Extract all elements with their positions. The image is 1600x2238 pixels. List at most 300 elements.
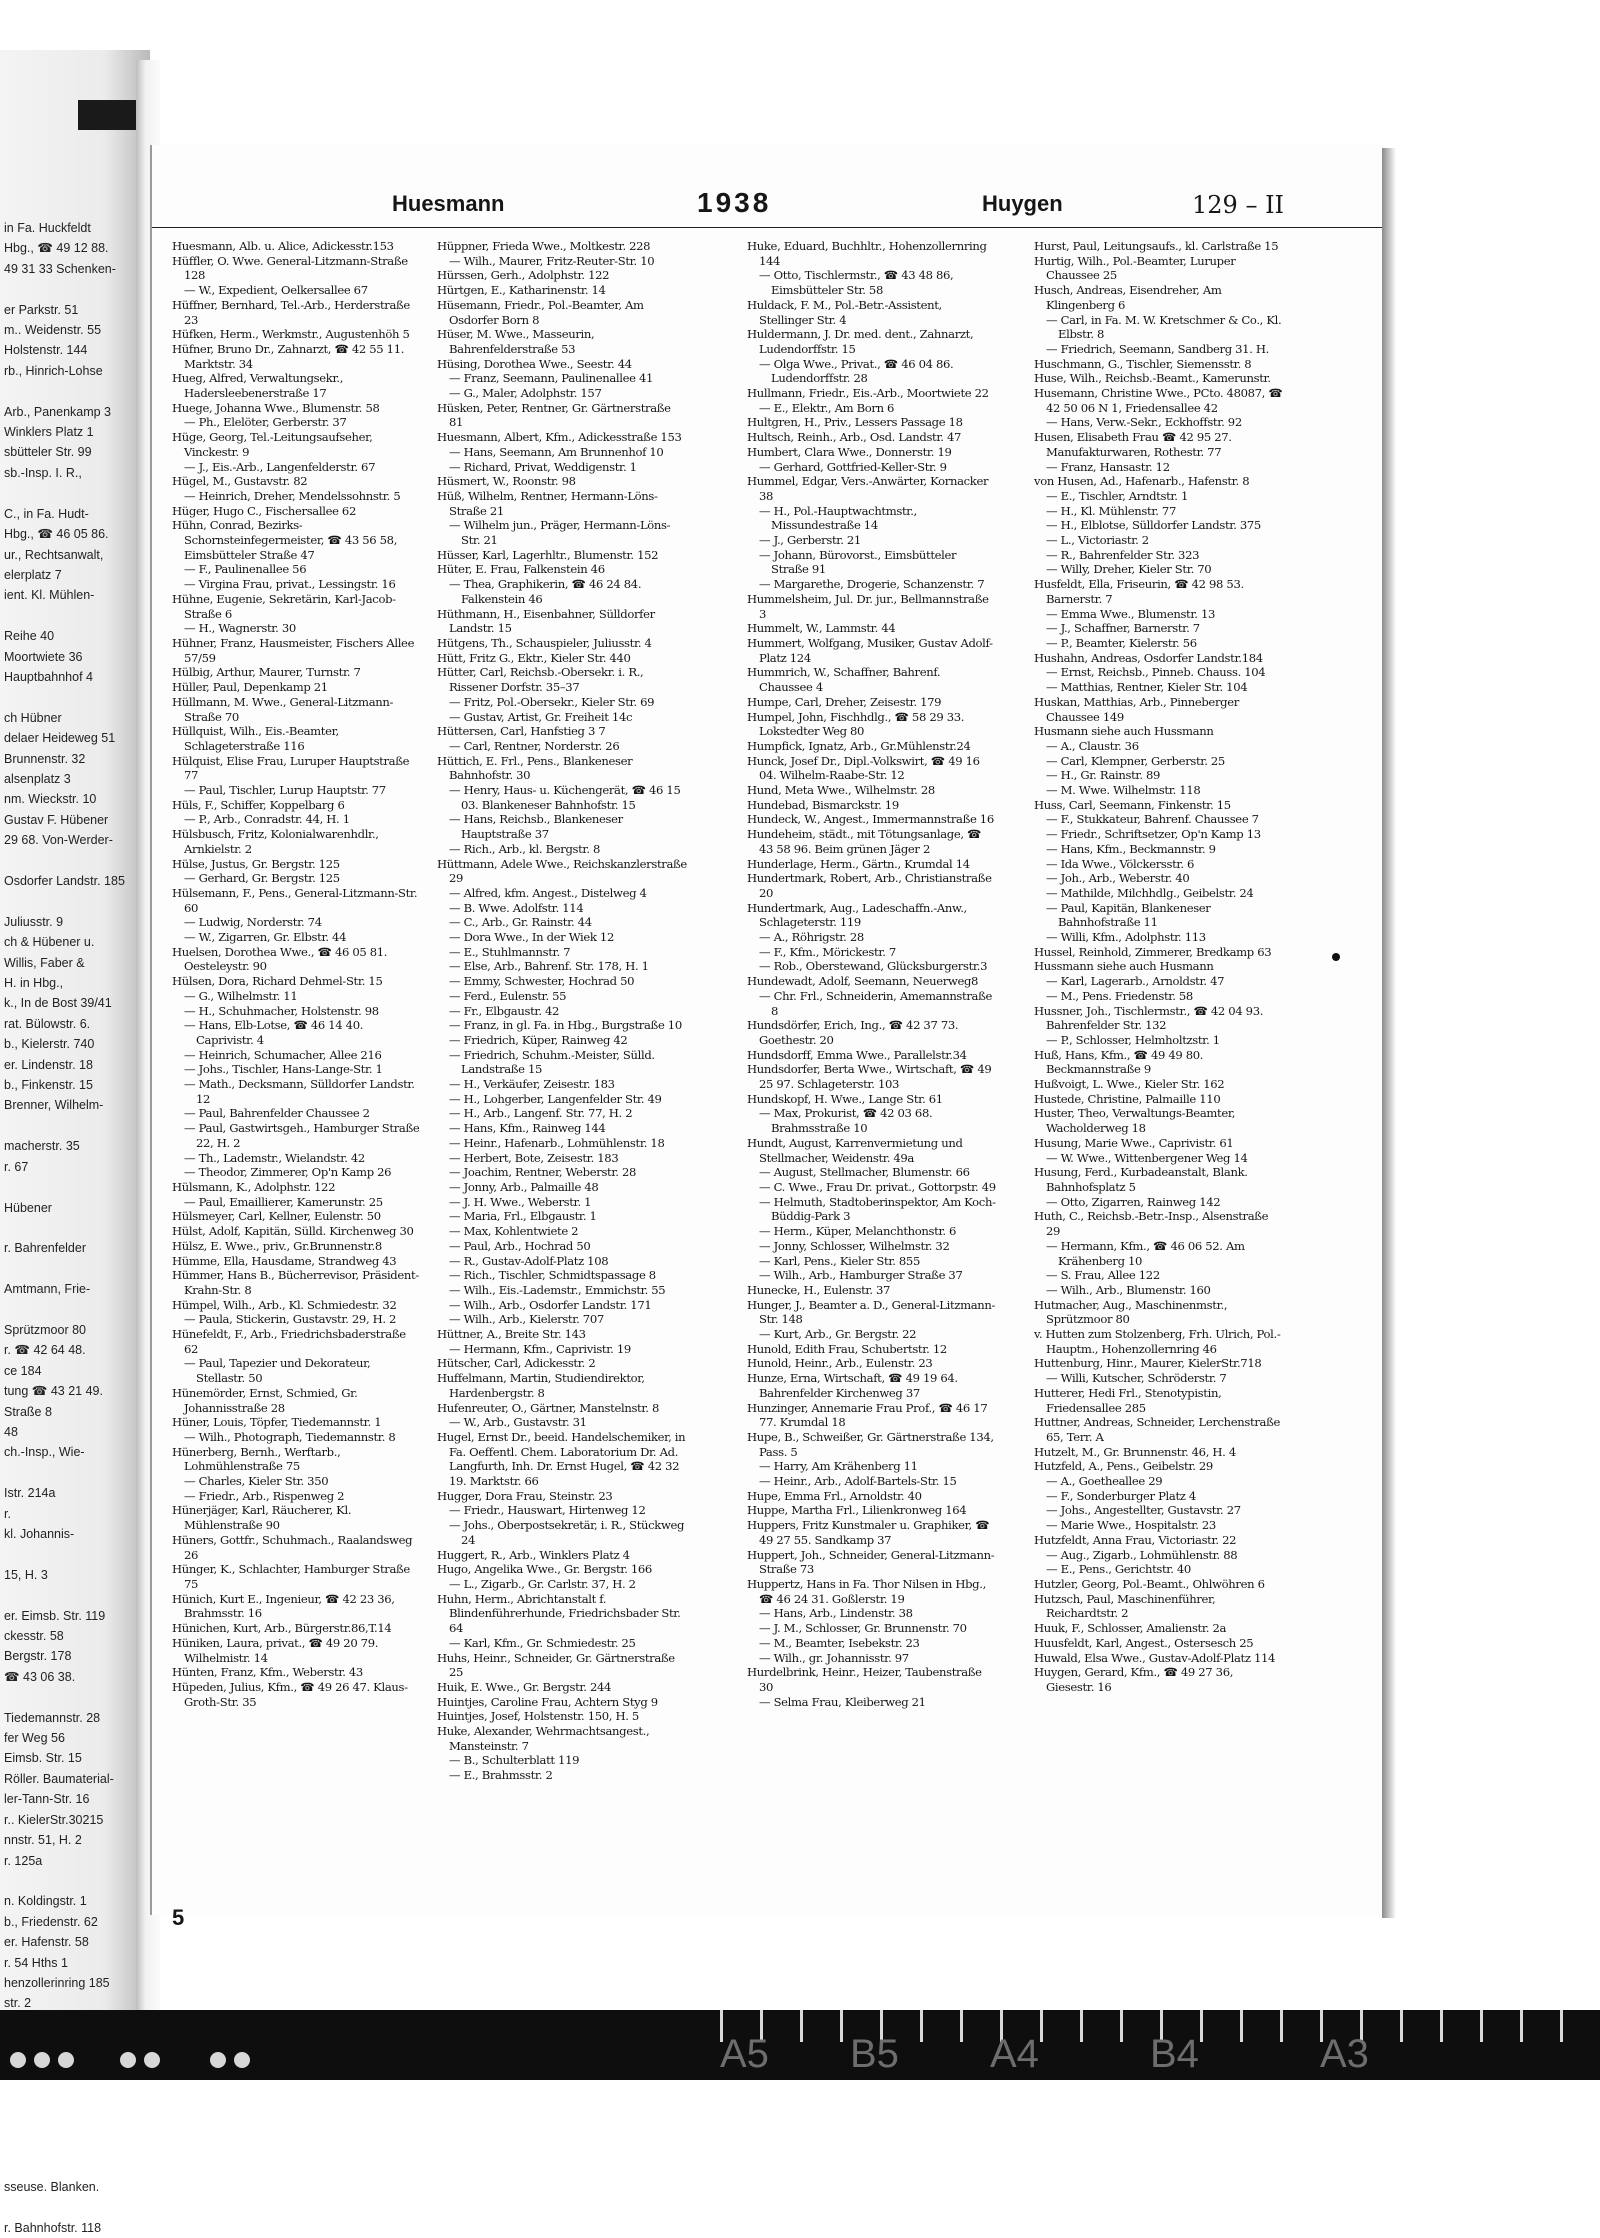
previous-page-line: sseuse. Blanken.: [4, 2180, 100, 2194]
directory-subentry: — F., Paulinenallee 56: [184, 562, 307, 577]
film-tick: [1560, 2010, 1563, 2042]
directory-entry: Huwald, Elsa Wwe., Gustav-Adolf-Platz 114: [1034, 1650, 1276, 1665]
directory-subentry: — Max, Kohlentwiete 2: [449, 1224, 579, 1239]
previous-page-line: Hbg., ☎ 46 05 86.: [4, 527, 109, 542]
directory-subentry: — Gustav, Artist, Gr. Freiheit 14c: [449, 709, 633, 724]
film-tick: [840, 2010, 843, 2042]
directory-subentry: — E., Elektr., Am Born 6: [759, 400, 895, 415]
directory-subentry: — Helmuth, Stadtoberinspektor, Am Koch-Büddig-Park 3: [759, 1194, 996, 1224]
directory-entry: Hüser, M. Wwe., Masseurin, Bahrenfelderstraße 53: [437, 327, 598, 356]
directory-subentry: — Ernst, Reichsb., Pinneb. Chauss. 104: [1046, 665, 1266, 680]
directory-entry: Hundsdorfer, Berta Wwe., Wirtschaft, ☎ 49 25 97. Schlageterstr. 103: [747, 1062, 995, 1092]
directory-subentry: — Joachim, Rentner, Weberstr. 28: [449, 1165, 636, 1180]
directory-entry: Hunold, Heinr., Arb., Eulenstr. 23: [747, 1356, 933, 1371]
previous-page-line: 49 31 33 Schenken-: [4, 261, 116, 276]
directory-subentry: — Henry, Haus- u. Küchengerät, ☎ 46 15 03. Blankeneser Bahnhofstr. 15: [449, 783, 684, 812]
header-year: 1938: [697, 187, 772, 218]
directory-entry: Huttenburg, Hinr., Maurer, KielerStr.718: [1034, 1356, 1262, 1371]
directory-subentry: — Selma Frau, Kleiberweg 21: [759, 1694, 926, 1709]
previous-page-line: sbütteler Str. 99: [4, 445, 92, 460]
directory-subentry: — Charles, Kieler Str. 350: [184, 1474, 329, 1489]
directory-subentry: — J., Gerberstr. 21: [759, 533, 861, 548]
previous-page-line: kl. Johannis-: [4, 1527, 75, 1541]
directory-entry: Hülsmann, K., Adolphstr. 122: [172, 1180, 336, 1194]
previous-page-line: [0, 606, 150, 626]
film-margin: [0, 2085, 1600, 2177]
previous-page-line: Brenner, Wilhelm-: [4, 1098, 104, 1113]
directory-subentry: — P., Schlosser, Helmholtzstr. 1: [1046, 1032, 1220, 1047]
directory-subentry: — Jonny, Arb., Palmaille 48: [449, 1180, 599, 1194]
directory-subentry: — H., Kl. Mühlenstr. 77: [1046, 503, 1176, 518]
directory-subentry: — Th., Lademstr., Wielandstr. 42: [184, 1150, 365, 1165]
film-tick: [1440, 2010, 1443, 2042]
directory-entry: Hüttner, A., Breite Str. 143: [437, 1327, 586, 1342]
directory-entry: Hutzsch, Paul, Maschinenführer, Reichardtstr. 2: [1034, 1591, 1219, 1621]
previous-page-line: [0, 1687, 150, 1707]
directory-subentry: — R., Bahrenfelder Str. 323: [1046, 547, 1200, 562]
previous-page-line: Sprützmoor 80: [4, 1322, 86, 1337]
directory-subentry: — J. H. Wwe., Weberstr. 1: [449, 1194, 592, 1209]
directory-entry: Hürtgen, E., Katharinenstr. 14: [437, 283, 606, 298]
directory-subentry: — A., Claustr. 36: [1046, 738, 1139, 753]
directory-subentry: — Olga Wwe., Privat., ☎ 46 04 86. Ludendorffstr. 28: [759, 356, 957, 386]
directory-entry: Hultgren, H., Priv., Lessers Passage 18: [747, 415, 963, 430]
directory-entry: Hüfken, Herm., Werkmstr., Augustenhöh 5: [172, 327, 410, 342]
directory-entry: Husung, Ferd., Kurbadeanstalt, Blank. Bahnhofsplatz 5: [1034, 1165, 1251, 1194]
directory-subentry: — B., Schulterblatt 119: [449, 1753, 580, 1768]
film-label: A4: [990, 2032, 1039, 2076]
directory-subentry: — Margarethe, Drogerie, Schanzenstr. 7: [759, 577, 985, 592]
film-sprocket-hole: [144, 2052, 160, 2068]
directory-subentry: — Alfred, kfm. Angest., Distelweg 4: [449, 885, 647, 900]
previous-page-edge: [0, 50, 150, 2235]
directory-entry: Husen, Elisabeth Frau ☎ 42 95 27. Manufakturwaren, Rothestr. 77: [1034, 430, 1235, 459]
directory-entry: Husch, Andreas, Eisendreher, Am Klingenberg 6: [1034, 283, 1225, 312]
previous-page-line: n. Koldingstr. 1: [4, 1894, 87, 1909]
directory-entry: Hünich, Kurt E., Ingenieur, ☎ 42 23 36, Brahmsstr. 16: [172, 1591, 398, 1621]
directory-entry: Hustede, Christine, Palmaille 110: [1034, 1091, 1221, 1106]
directory-subentry: — B. Wwe. Adolfstr. 114: [449, 900, 584, 915]
directory-subentry: — Ferd., Eulenstr. 55: [449, 988, 567, 1003]
directory-subentry: — Heinr., Arb., Adolf-Bartels-Str. 15: [759, 1474, 957, 1489]
previous-page-line: [0, 1300, 150, 1320]
directory-entry: von Husen, Ad., Hafenarb., Hafenstr. 8: [1034, 474, 1250, 489]
directory-entry: Humpel, John, Fischhdlg., ☎ 58 29 33. Lokstedter Weg 80: [747, 709, 968, 739]
directory-entry: Hüger, Hugo C., Fischersallee 62: [172, 503, 356, 518]
previous-page-line: rat. Bülowstr. 6.: [4, 1016, 91, 1031]
directory-entry: Hüppner, Frieda Wwe., Moltkestr. 228: [437, 239, 651, 253]
directory-entry: Huschmann, G., Tischler, Siemensstr. 8: [1034, 356, 1252, 371]
previous-page-line: 29 68. Von-Werder-: [4, 833, 113, 848]
directory-page: [150, 145, 1384, 1930]
directory-entry: Hutzler, Georg, Pol.-Beamt., Ohlwöhren 6: [1034, 1576, 1265, 1591]
directory-entry: Hüners, Gottfr., Schuhmach., Raalandsweg 26: [172, 1532, 416, 1562]
directory-entry: Hupe, B., Schweißer, Gr. Gärtnerstraße 134, Pass. 5: [747, 1429, 998, 1459]
directory-subentry: — Carl, in Fa. M. W. Kretschmer & Co., Kl. Elbstr. 8: [1046, 312, 1285, 342]
directory-subentry: — F., Stukkateur, Bahrenf. Chaussee 7: [1046, 812, 1259, 827]
previous-page-line: Arb., Panenkamp 3: [4, 404, 112, 419]
directory-entry: Hunzinger, Annemarie Frau Prof., ☎ 46 17 77. Krumdal 18: [747, 1400, 991, 1430]
previous-page-line: macherstr. 35: [4, 1139, 80, 1154]
film-holes: [0, 2052, 300, 2072]
previous-page-line: r. 125a: [4, 1853, 43, 1868]
directory-entry: Huege, Johanna Wwe., Blumenstr. 58: [172, 400, 380, 415]
directory-entry: Husung, Marie Wwe., Caprivistr. 61: [1034, 1135, 1234, 1150]
directory-subentry: — Paula, Stickerin, Gustavstr. 29, H. 2: [184, 1312, 397, 1327]
directory-subentry: — Herm., Küper, Melanchthonstr. 6: [759, 1224, 957, 1239]
directory-subentry: — J., Eis.-Arb., Langenfelderstr. 67: [184, 459, 376, 474]
directory-entry: Hüttersen, Carl, Hanfstieg 3 7: [437, 724, 606, 739]
previous-page-line: tung ☎ 43 21 49.: [4, 1384, 103, 1399]
directory-subentry: — Friedr., Arb., Rispenweg 2: [184, 1488, 345, 1503]
directory-entry: Huppe, Martha Frl., Lilienkronweg 164: [747, 1503, 967, 1518]
film-tick: [1520, 2010, 1523, 2042]
previous-page-line: Bergstr. 178: [4, 1649, 72, 1664]
directory-entry: Hushahn, Andreas, Osdorfer Landstr.184: [1034, 650, 1263, 665]
previous-page-line: Gustav F. Hübener: [4, 812, 109, 827]
directory-entry: Hunold, Edith Frau, Schubertstr. 12: [747, 1341, 947, 1356]
directory-entry: Hunderlage, Herm., Gärtn., Krumdal 14: [747, 856, 970, 871]
directory-subentry: — Wilh., Maurer, Fritz-Reuter-Str. 10: [449, 253, 655, 268]
film-tick: [1400, 2010, 1403, 2042]
directory-entry: Hutterer, Hedi Frl., Stenotypistin, Friedensallee 285: [1034, 1385, 1225, 1415]
directory-entry: Hülsmeyer, Carl, Kellner, Eulenstr. 50: [172, 1209, 381, 1224]
directory-entry: Hundt, August, Karrenvermietung und Stellmacher, Weidenstr. 49a: [747, 1135, 966, 1165]
directory-entry: Hußvoigt, L. Wwe., Kieler Str. 162: [1034, 1077, 1225, 1092]
directory-entry: Husmann siehe auch Hussmann: [1034, 724, 1214, 739]
directory-subentry: — M. Wwe. Wilhelmstr. 118: [1046, 783, 1201, 798]
directory-subentry: — H., Elblotse, Sülldorfer Landstr. 375: [1046, 518, 1261, 533]
previous-page-line: Tiedemannstr. 28: [4, 1710, 101, 1725]
directory-entry: Hutmacher, Aug., Maschinenmstr., Sprützmoor 80: [1034, 1297, 1231, 1327]
directory-entry: Hüner, Louis, Töpfer, Tiedemannstr. 1: [172, 1415, 382, 1430]
microfilm-strip: [0, 2010, 1600, 2080]
directory-subentry: — W., Arb., Gustavstr. 31: [449, 1415, 587, 1430]
previous-page-line: r.: [4, 1506, 11, 1521]
directory-subentry: — Herbert, Bote, Zeisestr. 183: [449, 1150, 619, 1165]
previous-page-line: b., Friedenstr. 62: [4, 1914, 98, 1929]
directory-entry: Hummert, Wolfgang, Musiker, Gustav Adolf-Platz 124: [747, 635, 993, 665]
previous-page-line: Eimsb. Str. 15: [4, 1751, 82, 1766]
directory-entry: Hussel, Reinhold, Zimmerer, Bredkamp 63: [1034, 944, 1272, 959]
directory-entry: Hundsdorff, Emma Wwe., Parallelstr.34: [747, 1047, 967, 1062]
directory-entry: Hurtig, Wilh., Pol.-Beamter, Luruper Chaussee 25: [1034, 253, 1239, 283]
directory-subentry: — Paul, Bahrenfelder Chaussee 2: [184, 1106, 370, 1121]
previous-page-line: Osdorfer Landstr. 185: [4, 874, 125, 888]
directory-subentry: — Hans, Reichsb., Blankeneser Hauptstraße 37: [449, 812, 627, 842]
directory-subentry: — Paul, Kapitän, Blankeneser Bahnhofstraße 11: [1046, 900, 1214, 930]
directory-subentry: — Ludwig, Norderstr. 74: [184, 915, 322, 930]
directory-subentry: — Wilh., Photograph, Tiedemannstr. 8: [184, 1429, 396, 1444]
directory-subentry: — Friedrich, Seemann, Sandberg 31. H.: [1046, 341, 1269, 356]
directory-entry: Hülsen, Dora, Richard Dehmel-Str. 15: [172, 974, 383, 989]
directory-subentry: — Gerhard, Gr. Bergstr. 125: [184, 871, 340, 886]
directory-entry: Hurdelbrink, Heinr., Heizer, Taubenstraße 30: [747, 1665, 986, 1694]
previous-page-line: Amtmann, Frie-: [4, 1282, 91, 1297]
previous-page-line: ☎ 43 06 38.: [4, 1669, 76, 1684]
directory-entry: Hutzfeldt, Anna Frau, Victoriastr. 22: [1034, 1532, 1237, 1547]
directory-subentry: — Fr., Elbgaustr. 42: [449, 1003, 560, 1018]
previous-page-line: delaer Heideweg 51: [4, 731, 116, 746]
column-2: [437, 239, 691, 1783]
directory-subentry: — Rob., Oberstewand, Glücksburgerstr.3: [759, 959, 988, 974]
previous-page-line: [0, 891, 150, 911]
previous-page-line: sb.-Insp. I. R.,: [4, 465, 82, 480]
previous-page-line: ch Hübner: [4, 710, 62, 725]
page-right-edge: [1382, 148, 1396, 1918]
directory-entry: Hueg, Alfred, Verwaltungsekr., Hadersleebenerstraße 17: [172, 371, 347, 401]
directory-entry: Hurst, Paul, Leitungsaufs., kl. Carlstraße 15: [1034, 239, 1279, 253]
directory-entry: Hümpel, Wilh., Arb., Kl. Schmiedestr. 32: [172, 1297, 397, 1312]
previous-page-line: Brunnenstr. 32: [4, 751, 86, 766]
directory-subentry: — Otto, Zigarren, Rainweg 142: [1046, 1194, 1221, 1209]
film-tick: [960, 2010, 963, 2042]
directory-subentry: — E., Tischler, Arndtstr. 1: [1046, 488, 1188, 503]
directory-subentry: — Chr. Frl., Schneiderin, Amemannstraße 8: [759, 988, 996, 1018]
directory-subentry: — Rich., Tischler, Schmidtspassage 8: [449, 1268, 656, 1283]
directory-entry: Hünefeldt, F., Arb., Friedrichsbaderstraße 62: [172, 1327, 410, 1356]
directory-entry: Huelsen, Dorothea Wwe., ☎ 46 05 81. Oesteleystr. 90: [172, 944, 391, 974]
directory-entry: Hühn, Conrad, Bezirks-Schornsteinfegermeister, ☎ 43 56 58, Eimsbütteler Straße 47: [172, 518, 401, 562]
film-tick: [920, 2010, 923, 2042]
previous-page-line: Hübener: [4, 1200, 52, 1215]
directory-subentry: — Wilh., Eis.-Lademstr., Emmichstr. 55: [449, 1282, 666, 1297]
directory-subentry: — Fritz, Pol.-Obersekr., Kieler Str. 69: [449, 694, 655, 709]
previous-page-line: b., Finkenstr. 15: [4, 1078, 93, 1093]
page-shadow-block: [78, 100, 138, 130]
previous-page-line: ckesstr. 58: [4, 1629, 64, 1644]
directory-subentry: — Rich., Arb., kl. Bergstr. 8: [449, 841, 601, 856]
film-tick: [1120, 2010, 1123, 2042]
directory-entry: Hüpeden, Julius, Kfm., ☎ 49 26 47. Klaus-Groth-Str. 35: [172, 1679, 408, 1709]
directory-entry: Hüffler, O. Wwe. General-Litzmann-Straße 128: [172, 253, 412, 283]
directory-subentry: — Wilh., Arb., Hamburger Straße 37: [759, 1268, 963, 1283]
directory-entry: Hugger, Dora Frau, Steinstr. 23: [437, 1488, 613, 1503]
previous-page-line: [0, 483, 150, 503]
directory-subentry: — Heinrich, Dreher, Mendelssohnstr. 5: [184, 488, 401, 503]
directory-subentry: — Paul, Arb., Hochrad 50: [449, 1238, 591, 1253]
directory-subentry: — J. M., Schlosser, Gr. Brunnenstr. 70: [759, 1621, 967, 1636]
directory-subentry: — Emma Wwe., Blumenstr. 13: [1046, 606, 1216, 621]
header-last-entry: Huygen: [982, 191, 1063, 216]
directory-entry: Huesmann, Alb. u. Alice, Adickesstr.153: [172, 239, 394, 253]
page-number: 129 – II: [1192, 191, 1285, 219]
directory-entry: Hüge, Georg, Tel.-Leitungsaufseher, Vinckestr. 9: [172, 430, 376, 459]
directory-subentry: — W. Wwe., Wittenbergener Weg 14: [1046, 1150, 1248, 1165]
directory-entry: Huesmann, Albert, Kfm., Adickesstraße 153: [437, 430, 682, 445]
directory-subentry: — Franz, in gl. Fa. in Hbg., Burgstraße 10: [449, 1018, 682, 1033]
directory-entry: Huintjes, Caroline Frau, Achtern Styg 9: [437, 1694, 658, 1709]
previous-page-line: Holstenstr. 144: [4, 343, 88, 358]
previous-page-line: Winklers Platz 1: [4, 425, 94, 440]
film-label: B4: [1150, 2032, 1199, 2076]
directory-entry: Hüttmann, Adele Wwe., Reichskanzlerstraße 29: [437, 856, 691, 886]
previous-page-line: er. Eimsb. Str. 119: [4, 1608, 106, 1623]
previous-page-line: er Parkstr. 51: [4, 302, 79, 317]
previous-page-line: Juliusstr. 9: [4, 914, 64, 929]
directory-subentry: — M., Pens. Friedenstr. 58: [1046, 988, 1193, 1003]
directory-entry: Huke, Eduard, Buchhltr., Hohenzollernring 144: [747, 239, 990, 268]
previous-page-line: [0, 1218, 150, 1238]
directory-subentry: — Mathilde, Milchhdlg., Geibelstr. 24: [1046, 885, 1254, 900]
directory-subentry: — H., Verkäufer, Zeisestr. 183: [449, 1077, 615, 1092]
directory-entry: Huggert, R., Arb., Winklers Platz 4: [437, 1547, 630, 1562]
directory-subentry: — Hans, Arb., Lindenstr. 38: [759, 1606, 913, 1621]
directory-subentry: — Theodor, Zimmerer, Op'n Kamp 26: [184, 1165, 392, 1180]
previous-page-line: 15, H. 3: [4, 1567, 48, 1582]
directory-entry: Hüfner, Bruno Dr., Zahnarzt, ☎ 42 55 11. Marktstr. 34: [172, 341, 408, 371]
previous-page-line: ch.-Insp., Wie-: [4, 1445, 85, 1460]
directory-entry: Huth, C., Reichsb.-Betr.-Insp., Alsenstraße 29: [1034, 1209, 1272, 1239]
directory-entry: Hunck, Josef Dr., Dipl.-Volkswirt, ☎ 49 16 04. Wilhelm-Raabe-Str. 12: [747, 753, 983, 783]
film-sprocket-hole: [234, 2052, 250, 2068]
directory-entry: Hugel, Ernst Dr., beeid. Handelschemiker, in Fa. Oeffentl. Chem. Laboratorium Dr. Ad. Langfurth, Inh. Dr. Ernst Hugel, ☎ 42 32 19. Marktstr. 66: [437, 1429, 689, 1489]
directory-entry: Husemann, Christine Wwe., PCto. 48087, ☎ 42 50 06 N 1, Friedensallee 42: [1034, 386, 1286, 415]
directory-entry: Hunze, Erna, Wirtschaft, ☎ 49 19 64. Bahrenfelder Kirchenweg 37: [747, 1371, 962, 1400]
previous-page-line: [0, 1871, 150, 1891]
directory-subentry: — Paul, Gastwirtsgeh., Hamburger Straße 22, H. 2: [184, 1121, 423, 1150]
previous-page-line: [0, 1544, 150, 1564]
directory-entry: Huß, Hans, Kfm., ☎ 49 49 80. Beckmannstraße 9: [1034, 1047, 1207, 1077]
directory-entry: Hunecke, H., Eulenstr. 37: [747, 1282, 891, 1297]
directory-entry: Hühner, Franz, Hausmeister, Fischers Allee 57/59: [172, 635, 418, 665]
previous-page-line: [0, 1463, 150, 1483]
directory-entry: Huhs, Heinr., Schneider, Gr. Gärtnerstraße 25: [437, 1650, 679, 1680]
directory-subentry: — G., Wilhelmstr. 11: [184, 988, 298, 1003]
directory-subentry: — Hermann, Kfm., Caprivistr. 19: [449, 1341, 631, 1356]
directory-entry: Hüsken, Peter, Rentner, Gr. Gärtnerstraße 81: [437, 400, 675, 430]
directory-entry: Huppers, Fritz Kunstmaler u. Graphiker, ☎ 49 27 55. Sandkamp 37: [747, 1518, 993, 1547]
directory-subentry: — Heinr., Hafenarb., Lohmühlenstr. 18: [449, 1135, 665, 1150]
directory-subentry: — Wilh., gr. Johannisstr. 97: [759, 1650, 909, 1665]
directory-entry: Hüls, F., Schiffer, Koppelbarg 6: [172, 797, 345, 812]
previous-page-line: nm. Wieckstr. 10: [4, 792, 97, 807]
directory-entry: Huster, Theo, Verwaltungs-Beamter, Wacholderweg 18: [1034, 1106, 1239, 1136]
directory-entry: Hütter, Carl, Reichsb.-Obersekr. i. R., Rissener Dorfstr. 35–37: [437, 665, 647, 695]
film-sprocket-hole: [58, 2052, 74, 2068]
directory-subentry: — Johann, Bürovorst., Eimsbütteler Straße 91: [759, 547, 960, 577]
page-header: [152, 187, 1384, 228]
directory-subentry: — Karl, Lagerarb., Arnoldstr. 47: [1046, 974, 1225, 989]
directory-entry: Hüsser, Karl, Lagerhltr., Blumenstr. 152: [437, 547, 659, 562]
directory-subentry: — August, Stellmacher, Blumenstr. 66: [759, 1165, 970, 1180]
previous-page-line: er. Hafenstr. 58: [4, 1935, 89, 1950]
directory-entry: Hundeck, W., Angest., Immermannstraße 16: [747, 812, 994, 827]
directory-entry: Hünerjäger, Karl, Räucherer, Kl. Mühlenstraße 90: [172, 1503, 355, 1533]
directory-subentry: — E., Pens., Gerichtstr. 40: [1046, 1562, 1191, 1577]
directory-subentry: — Harry, Am Krähenberg 11: [759, 1459, 918, 1474]
directory-subentry: — Jonny, Schlosser, Wilhelmstr. 32: [759, 1238, 950, 1253]
directory-entry: Hümmer, Hans B., Bücherrevisor, Präsident-Krahn-Str. 8: [172, 1268, 419, 1297]
directory-subentry: — Aug., Zigarb., Lohmühlenstr. 88: [1046, 1547, 1238, 1562]
directory-subentry: — H., Wagnerstr. 30: [184, 621, 296, 636]
previous-page-line: [0, 1259, 150, 1279]
directory-subentry: — C. Wwe., Frau Dr. privat., Gottorpstr. 49: [759, 1180, 996, 1194]
previous-page-line: Willis, Faber &: [4, 955, 85, 970]
directory-entry: Hünten, Franz, Kfm., Weberstr. 43: [172, 1665, 363, 1680]
directory-entry: Hülsemann, F., Pens., General-Litzmann-Str. 60: [172, 885, 421, 915]
directory-subentry: — P., Arb., Conradstr. 44, H. 1: [184, 812, 350, 827]
previous-page-line: elerplatz 7: [4, 567, 62, 582]
previous-page-line: ch & Hübener u.: [4, 935, 95, 950]
directory-subentry: — Dora Wwe., In der Wiek 12: [449, 930, 614, 945]
directory-subentry: — H., Schuhmacher, Holstenstr. 98: [184, 1003, 379, 1018]
directory-subentry: — Friedr., Hauswart, Hirtenweg 12: [449, 1503, 646, 1518]
directory-entry: Huskan, Matthias, Arb., Pinneberger Chaussee 149: [1034, 694, 1243, 724]
directory-entry: Hundebad, Bismarckstr. 19: [747, 797, 899, 812]
directory-subentry: — Hans, Seemann, Am Brunnenhof 10: [449, 444, 664, 459]
directory-entry: Hütt, Fritz G., Ektr., Kieler Str. 440: [437, 650, 631, 665]
previous-page-line: r.. KielerStr.30215: [4, 1812, 104, 1827]
column-4: [1034, 239, 1284, 1695]
directory-entry: Huintjes, Josef, Holstenstr. 150, H. 5: [437, 1709, 639, 1724]
directory-subentry: — P., Beamter, Kielerstr. 56: [1046, 635, 1197, 650]
directory-entry: Huss, Carl, Seemann, Finkenstr. 15: [1034, 797, 1231, 812]
directory-subentry: — Wilh., Arb., Kielerstr. 707: [449, 1312, 604, 1327]
directory-entry: Hülquist, Elise Frau, Luruper Hauptstraße 77: [172, 753, 413, 783]
directory-subentry: — R., Gustav-Adolf-Platz 108: [449, 1253, 609, 1268]
directory-entry: Humbert, Clara Wwe., Donnerstr. 19: [747, 444, 952, 459]
previous-page-line: ler-Tann-Str. 16: [4, 1792, 90, 1807]
previous-page-line: [0, 1116, 150, 1136]
film-tick: [1280, 2010, 1283, 2042]
directory-entry: Hugo, Angelika Wwe., Gr. Bergstr. 166: [437, 1562, 652, 1577]
directory-entry: Hünemörder, Ernst, Schmied, Gr. Johannisstraße 28: [172, 1385, 361, 1415]
previous-page-line: r. ☎ 42 64 48.: [4, 1343, 86, 1358]
directory-subentry: — Wilh., Arb., Osdorfer Landstr. 171: [449, 1297, 652, 1312]
directory-entry: Huppert, Joh., Schneider, General-Litzmann-Straße 73: [747, 1547, 995, 1577]
directory-subentry: — Hermann, Kfm., ☎ 46 06 52. Am Krähenberg 10: [1046, 1238, 1248, 1268]
directory-subentry: — Kurt, Arb., Gr. Bergstr. 22: [759, 1327, 917, 1342]
previous-page-line: k., In de Bost 39/41: [4, 996, 112, 1011]
directory-entry: Hülsz, E. Wwe., priv., Gr.Brunnenstr.8: [172, 1238, 382, 1253]
directory-subentry: — Heinrich, Schumacher, Allee 216: [184, 1047, 382, 1062]
directory-entry: Hunger, J., Beamter a. D., General-Litzmann-Str. 148: [747, 1297, 996, 1327]
film-tick: [1080, 2010, 1083, 2042]
directory-entry: Hüttich, E. Frl., Pens., Blankeneser Bahnhofstr. 30: [437, 753, 636, 783]
previous-page-line: r. Bahrenfelder: [4, 1241, 86, 1256]
previous-page-line: Istr. 214a: [4, 1486, 56, 1501]
directory-subentry: — Maria, Frl., Elbgaustr. 1: [449, 1209, 597, 1224]
previous-page-line: m.. Weidenstr. 55: [4, 323, 102, 338]
directory-entry: Hüllmann, M. Wwe., General-Litzmann-Straße 70: [172, 694, 394, 724]
directory-subentry: — Johs., Oberpostsekretär, i. R., Stückweg 24: [449, 1518, 688, 1547]
previous-page-line: [0, 1585, 150, 1605]
previous-page-line: alsenplatz 3: [4, 771, 71, 786]
directory-subentry: — Ph., Elelöter, Gerberstr. 37: [184, 415, 347, 430]
directory-subentry: — Matthias, Rentner, Kieler Str. 104: [1046, 680, 1248, 695]
previous-page-line: [0, 2197, 150, 2217]
film-sprocket-hole: [120, 2052, 136, 2068]
directory-subentry: — A., Goetheallee 29: [1046, 1474, 1163, 1489]
previous-page-line: Röller. Baumaterial-: [4, 1771, 114, 1786]
directory-entry: Husfeldt, Ella, Friseurin, ☎ 42 98 53. Barnerstr. 7: [1034, 577, 1248, 606]
previous-page-line: ient. Kl. Mühlen-: [4, 588, 95, 603]
previous-page-line: in Fa. Huckfeldt: [4, 221, 91, 235]
film-label: A5: [720, 2032, 769, 2076]
previous-page-line: Reihe 40: [4, 629, 55, 644]
previous-page-line: [0, 279, 150, 299]
directory-subentry: — Max, Prokurist, ☎ 42 03 68. Brahmsstraße 10: [759, 1106, 936, 1136]
previous-page-line: henzollerinring 185: [4, 1975, 110, 1990]
film-tick: [1040, 2010, 1043, 2042]
directory-subentry: — Hans, Elb-Lotse, ☎ 46 14 40. Caprivistr. 4: [184, 1018, 367, 1047]
directory-entry: Hünichen, Kurt, Arb., Bürgerstr.86,T.14: [172, 1621, 392, 1636]
directory-subentry: — Else, Arb., Bahrenf. Str. 178, H. 1: [449, 959, 649, 974]
previous-page-line: H. in Hbg.,: [4, 976, 64, 991]
directory-subentry: — Richard, Privat, Weddigenstr. 1: [449, 459, 637, 474]
directory-entry: Hümme, Ella, Hausdame, Strandweg 43: [172, 1253, 397, 1268]
